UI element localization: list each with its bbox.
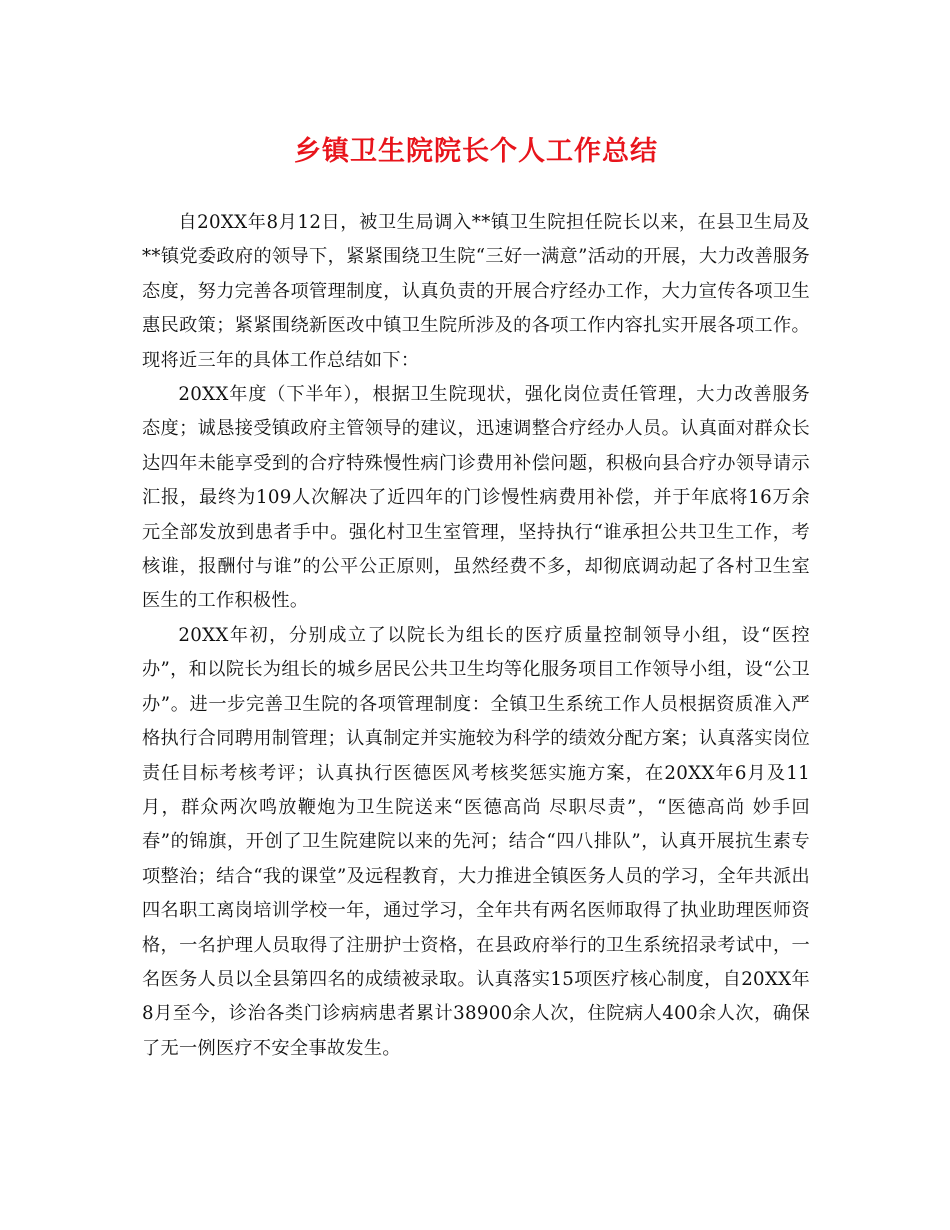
paragraph-2: 20XX年度（下半年），根据卫生院现状，强化岗位责任管理，大力改善服务态度；诚恳接受镇政府主管领导的建议，迅速调整合疗经办人员。认真面对群众长达四年未能享受到的合疗特殊慢性病门诊费用补偿问题，积极向县合疗办领导请示汇报，最终为109人次解决了近四年的门诊慢性病费用补偿，并于年底将16万余元全部发放到患者手中。强化村卫生室管理，坚持执行“谁承担公共卫生工作，考核谁，报酬付与谁”的公平公正原则，虽然经费不多，却彻底调动起了各村卫生室医生的工作积极性。	[142, 384, 810, 612]
paragraph-3: 20XX年初，分别成立了以院长为组长的医疗质量控制领导小组，设“医控办”，和以院长为组长的城乡居民公共卫生均等化服务项目工作领导小组，设“公卫办”。进一步完善卫生院的各项管理制度：全镇卫生系统工作人员根据资质准入严格执行合同聘用制管理；认真制定并实施较为科学的绩效分配方案；认真落实岗位责任目标考核考评；认真执行医德医风考核奖惩实施方案，在20XX年6月及11月，群众两次鸣放鞭炮为卫生院送来“医德高尚 尽职尽责”，“医德高尚 妙手回春”的锦旗，开创了卫生院建院以来的先河；结合“四八排队”，认真开展抗生素专项整治；结合“我的课堂”及远程教育，大力推进全镇医务人员的学习，全年共派出四名职工离岗培训学校一年，通过学习，全年共有两名医师取得了执业助理医师资格，一名护理人员取得了注册护士资格，在县政府举行的卫生系统招录考试中，一名医务人员以全县第四名的成绩被录取。认真落实15项医疗核心制度，自20XX年8月至今，诊治各类门诊病病患者累计38900余人次，住院病人400余人次，确保了无一例医疗不安全事故发生。	[142, 624, 810, 1059]
paragraph-1: 自20XX年8月12日，被卫生局调入**镇卫生院担任院长以来，在县卫生局及**镇党委政府的领导下，紧紧围绕卫生院“三好一满意”活动的开展，大力改善服务态度，努力完善各项管理制度，认真负责的开展合疗经办工作，大力宣传各项卫生惠民政策；紧紧围绕新医改中镇卫生院所涉及的各项工作内容扎实开展各项工作。现将近三年的具体工作总结如下：	[142, 212, 810, 371]
document-title: 乡镇卫生院院长个人工作总结	[294, 136, 658, 167]
